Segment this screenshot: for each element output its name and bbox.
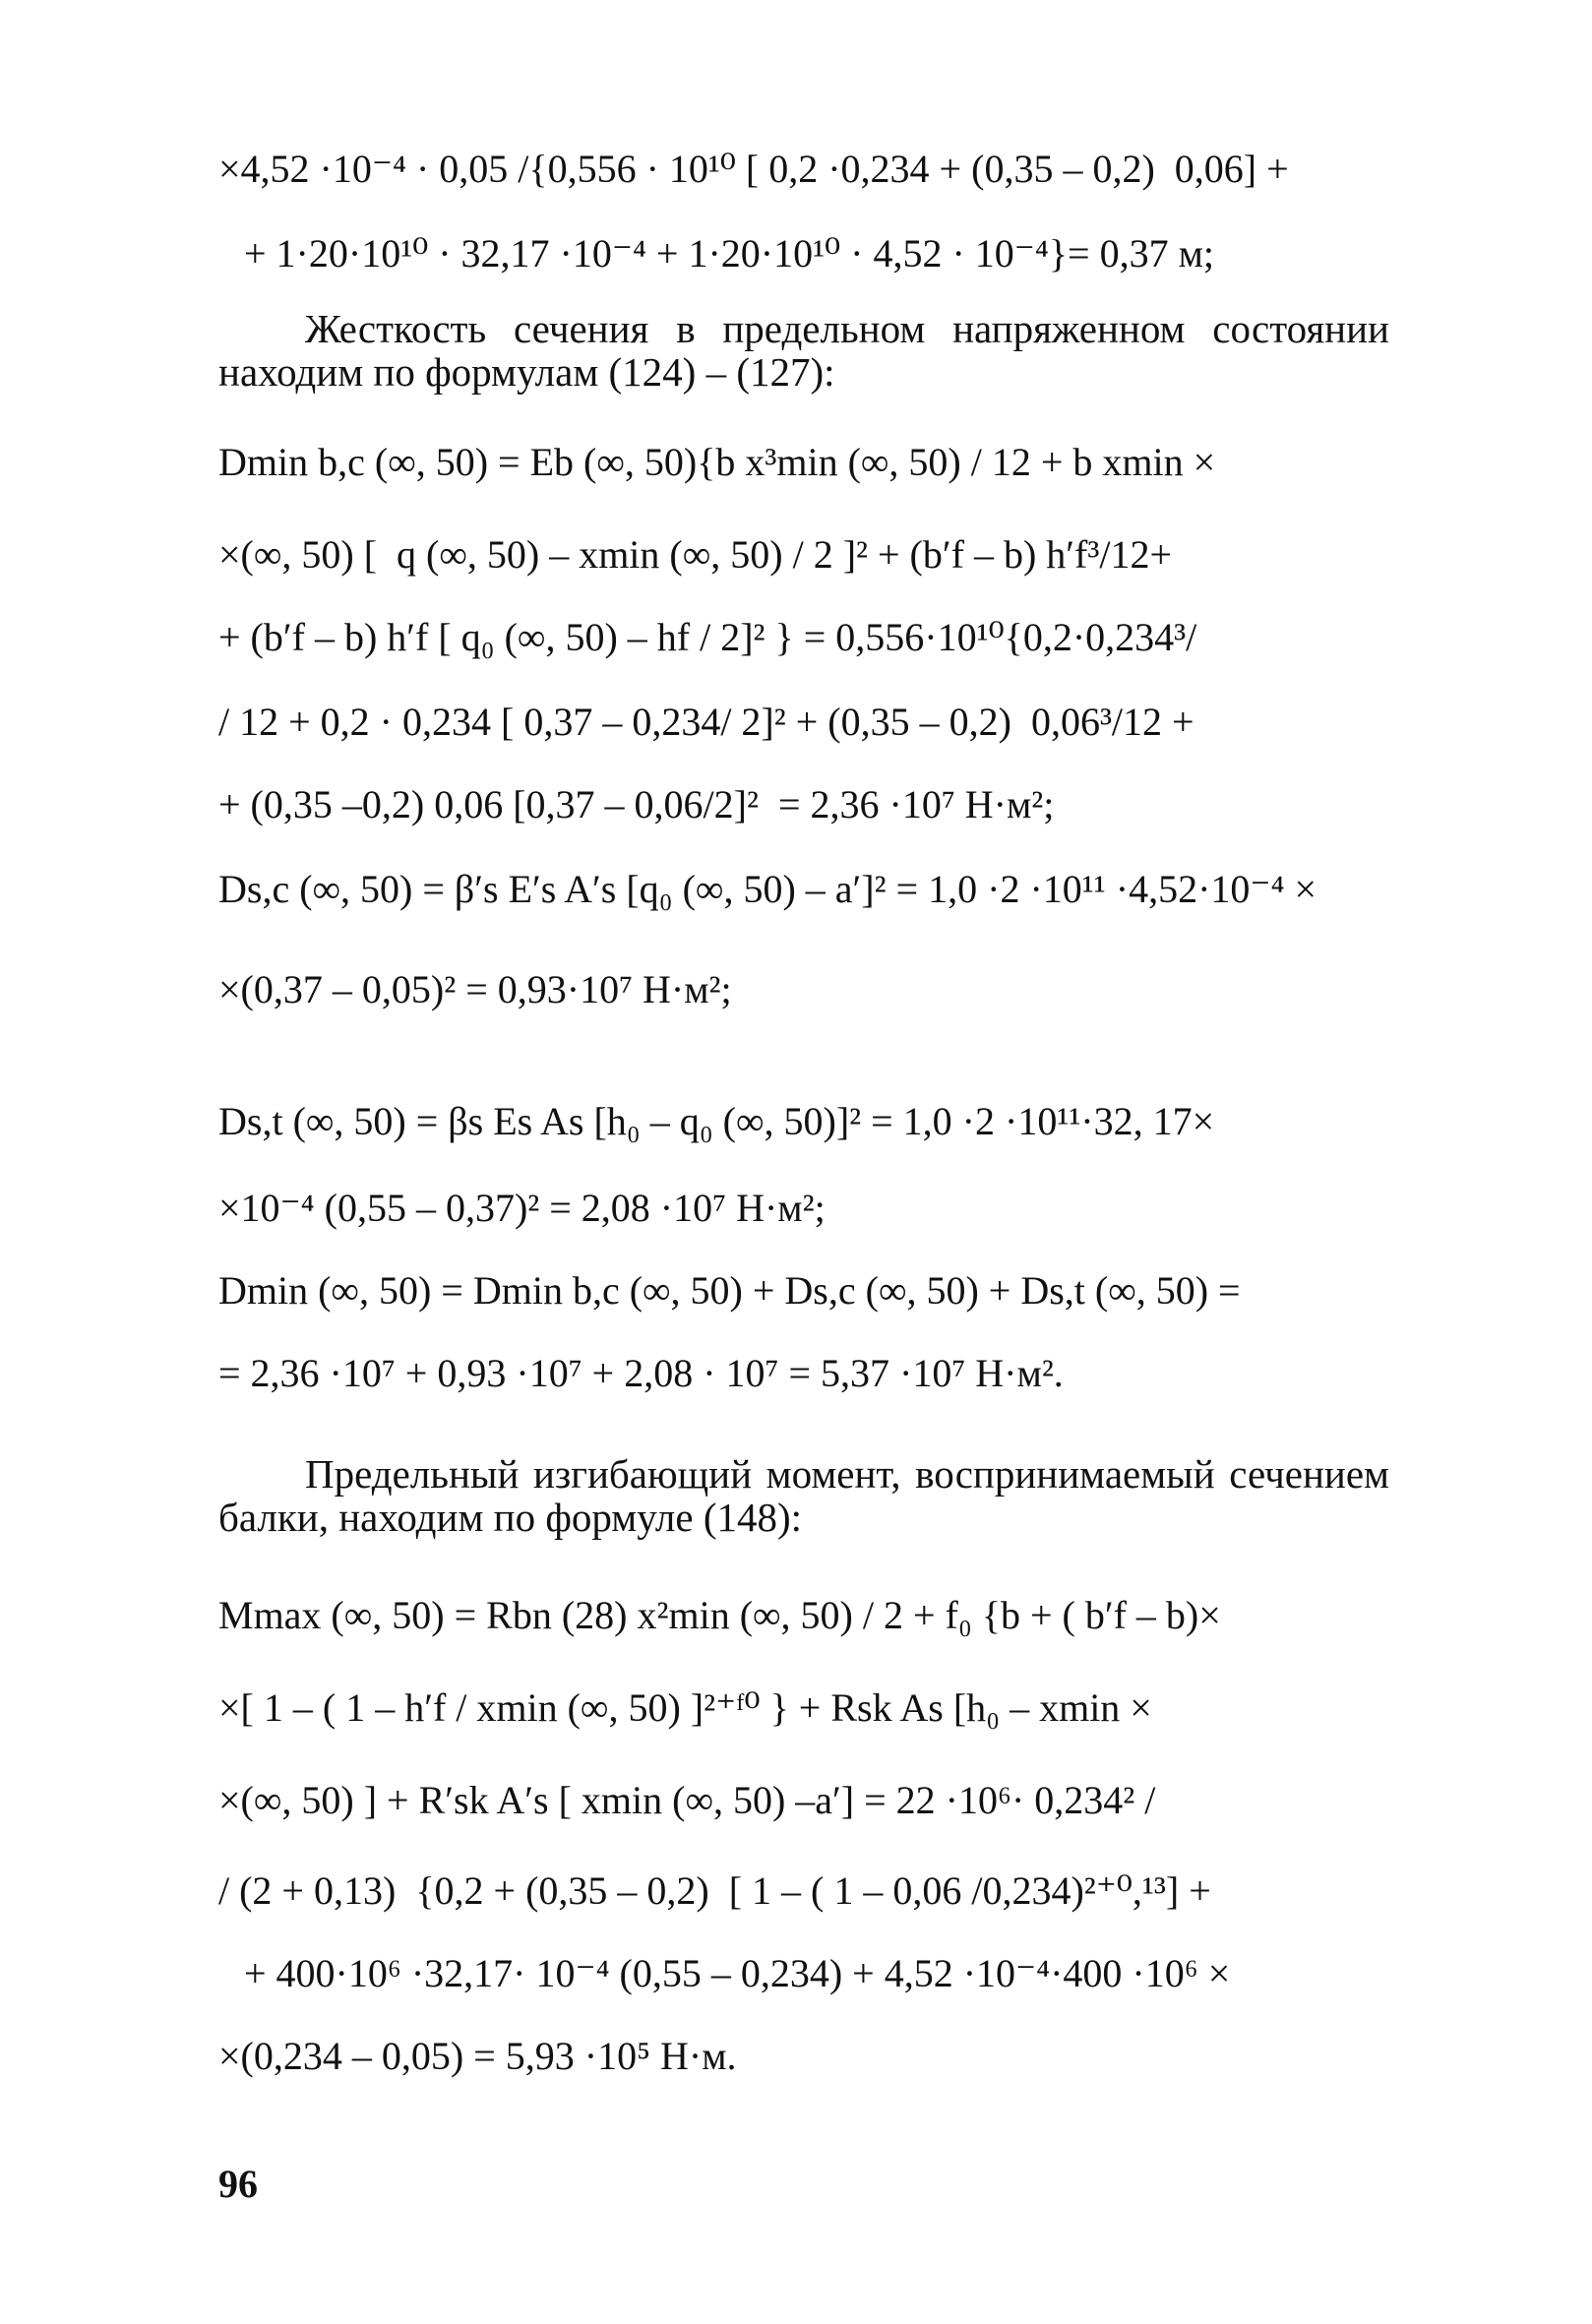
equation-dmin-total-line-1: Dmin (∞, 50) = Dmin b,c (∞, 50) + Ds,c (∞, 50) + Ds,t (∞, 50) = [218, 1268, 1241, 1313]
equation-mmax-line-3: ×(∞, 50) ] + R′sk A′s [ xmin (∞, 50) –a′] = 22 ·10⁶· 0,234² / [218, 1778, 1156, 1822]
equation-dmin-bc-line-4: / 12 + 0,2 · 0,234 [ 0,37 – 0,234/ 2]² + (0,35 – 0,2) 0,06³/12 + [218, 700, 1194, 744]
equation-dst-line-2: ×10⁻⁴ (0,55 – 0,37)² = 2,08 ·10⁷ Н·м²; [218, 1186, 826, 1230]
equation-dmin-bc-line-1: Dmin b,c (∞, 50) = Eb (∞, 50){b x³min (∞, 50) / 12 + b xmin × [218, 440, 1216, 484]
equation-line-top-2: + 1·20·10¹⁰ · 32,17 ·10⁻⁴ + 1·20·10¹⁰ · 4,52 · 10⁻⁴}= 0,37 м; [244, 231, 1215, 275]
equation-dsc-line-2: ×(0,37 – 0,05)² = 0,93·10⁷ Н·м²; [218, 967, 732, 1011]
equation-mmax-line-2: ×[ 1 – ( 1 – h′f / xmin (∞, 50) ]²⁺ᶠ⁰ } + Rsk As [h₀ – xmin × [218, 1685, 1152, 1730]
equation-dsc-line-1: Ds,c (∞, 50) = β′s E′s A′s [q₀ (∞, 50) – a′]² = 1,0 ·2 ·10¹¹ ·4,52·10⁻⁴ × [218, 867, 1317, 911]
equation-line-top-1: ×4,52 ·10⁻⁴ · 0,05 /{0,556 · 10¹⁰ [ 0,2 ·0,234 + (0,35 – 0,2) 0,06] + [218, 147, 1289, 191]
paragraph-stiffness: Жесткость сечения в предельном напряженном состоянии находим по формулам (124) – (127): [218, 306, 1389, 395]
page-number: 96 [218, 2162, 258, 2206]
equation-dmin-bc-line-5: + (0,35 –0,2) 0,06 [0,37 – 0,06/2]² = 2,36 ·10⁷ Н·м²; [218, 782, 1055, 826]
equation-mmax-line-1: Mmax (∞, 50) = Rbn (28) x²min (∞, 50) / 2 + f₀ {b + ( b′f – b)× [218, 1593, 1221, 1637]
paragraph-limit-moment: Предельный изгибающий момент, воспринимаемый сечением балки, находим по формуле (148): [218, 1451, 1389, 1540]
equation-mmax-line-4: / (2 + 0,13) {0,2 + (0,35 – 0,2) [ 1 – ( 1 – 0,06 /0,234)²⁺⁰,¹³] + [218, 1868, 1211, 1913]
equation-dmin-bc-line-3: + (b′f – b) h′f [ q₀ (∞, 50) – hf / 2]² } = 0,556·10¹⁰{0,2·0,234³/ [218, 615, 1197, 659]
equation-dmin-total-line-2: = 2,36 ·10⁷ + 0,93 ·10⁷ + 2,08 · 10⁷ = 5,37 ·10⁷ Н·м². [218, 1351, 1064, 1395]
equation-mmax-line-5: + 400·10⁶ ·32,17· 10⁻⁴ (0,55 – 0,234) + 4,52 ·10⁻⁴·400 ·10⁶ × [244, 1951, 1231, 1995]
equation-mmax-line-6: ×(0,234 – 0,05) = 5,93 ·10⁵ Н·м. [218, 2034, 737, 2078]
equation-dmin-bc-line-2: ×(∞, 50) [ q (∞, 50) – xmin (∞, 50) / 2 ]² + (b′f – b) h′f³/12+ [218, 532, 1173, 577]
equation-dst-line-1: Ds,t (∞, 50) = βs Es As [h₀ – q₀ (∞, 50)]² = 1,0 ·2 ·10¹¹·32, 17× [218, 1099, 1215, 1143]
